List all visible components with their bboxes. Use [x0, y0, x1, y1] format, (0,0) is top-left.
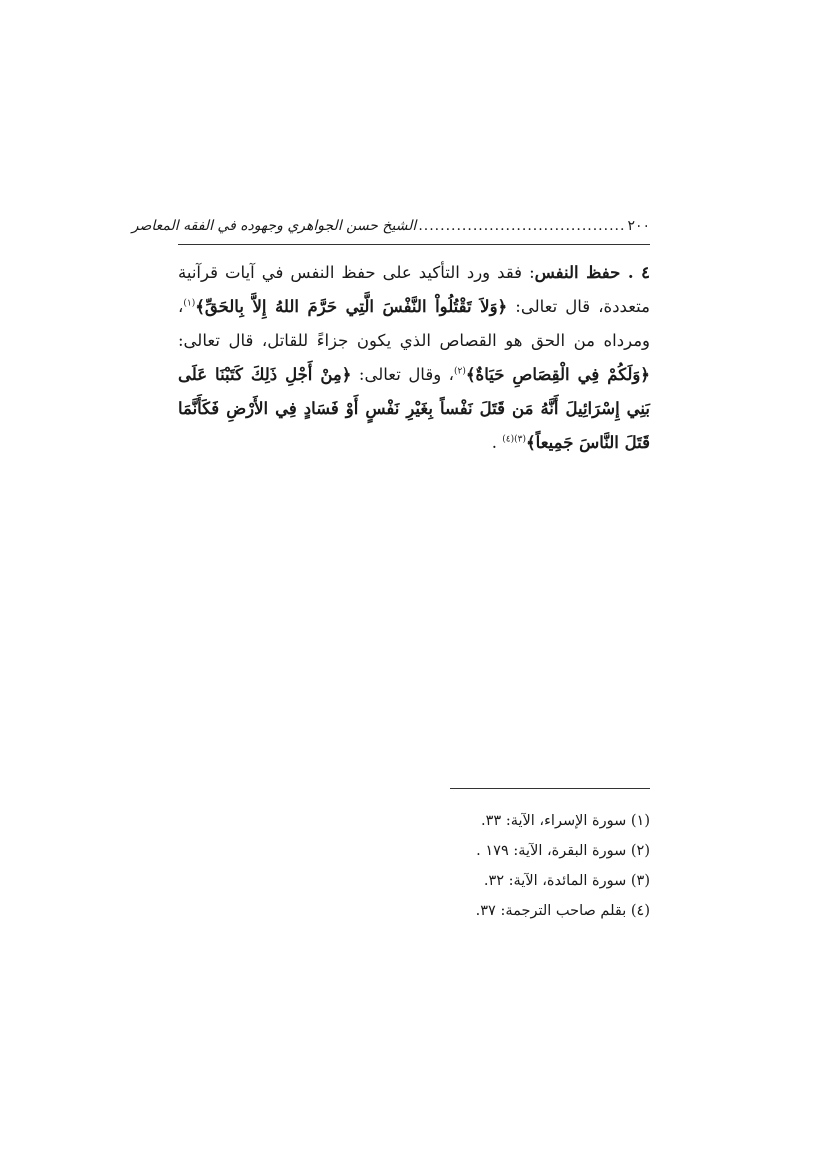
footnote-ref-3: (٣)(٤): [502, 434, 527, 445]
footnote-ref-2: (٢): [454, 366, 466, 377]
footnote-ref-1: (١): [183, 298, 196, 309]
body-text-4: .: [491, 433, 503, 452]
body-text-2: ، ومرداه من الحق هو القصاص الذي يكون جزاءً للقاتل، قال تعالى:: [178, 297, 650, 350]
quran-verse-3: ﴿مِنْ أَجْلِ ذَلِكَ كَتَبْنَا عَلَى بَنِي إِسْرَائِيلَ أَنَّهُ مَن قَتَلَ نَفْساً بِغَيْرِ نَفْسٍ أَوْ فَسَادٍ فِي الأَرْضِ فَكَأَنَّمَا قَتَلَ النَّاسَ جَمِيعاً﴾: [178, 365, 650, 452]
quran-verse-2: ﴿وَلَكُمْ فِي الْقِصَاصِ حَيَاةٌ﴾: [465, 365, 650, 384]
footnotes: [178, 806, 650, 926]
header-rule: [178, 244, 650, 245]
body-text-3: ، وقال تعالى:: [351, 365, 454, 384]
quran-verse-1: ﴿وَلاَ تَقْتُلُواْ النَّفْسَ الَّتِي حَرَّمَ اللهُ إِلاَّ بِالحَقِّ﴾: [195, 297, 508, 316]
footnote-4: (٤) بقلم صاحب الترجمة: ٣٧.: [475, 903, 650, 919]
body-text-1: : فقد ورد التأكيد على حفظ النفس في آيات قرآنية متعددة، قال تعالى:: [178, 263, 650, 316]
page-number: ٢٠٠: [627, 218, 650, 234]
running-title: الشيخ حسن الجواهري وجهوده في الفقه المعاصر: [131, 218, 417, 234]
footnote-3: (٣) سورة المائدة، الآية: ٣٢.: [483, 873, 650, 889]
section-heading: ٤ . حفظ النفس: [534, 263, 650, 282]
running-header: [131, 218, 650, 244]
header-dot-leader: ......................................: [418, 218, 626, 234]
footnote-1: (١) سورة الإسراء، الآية: ٣٣.: [481, 813, 650, 829]
footnote-2: (٢) سورة البقرة، الآية: ١٧٩ .: [476, 843, 650, 859]
footnote-separator: [450, 788, 650, 789]
main-paragraph: [178, 256, 650, 460]
